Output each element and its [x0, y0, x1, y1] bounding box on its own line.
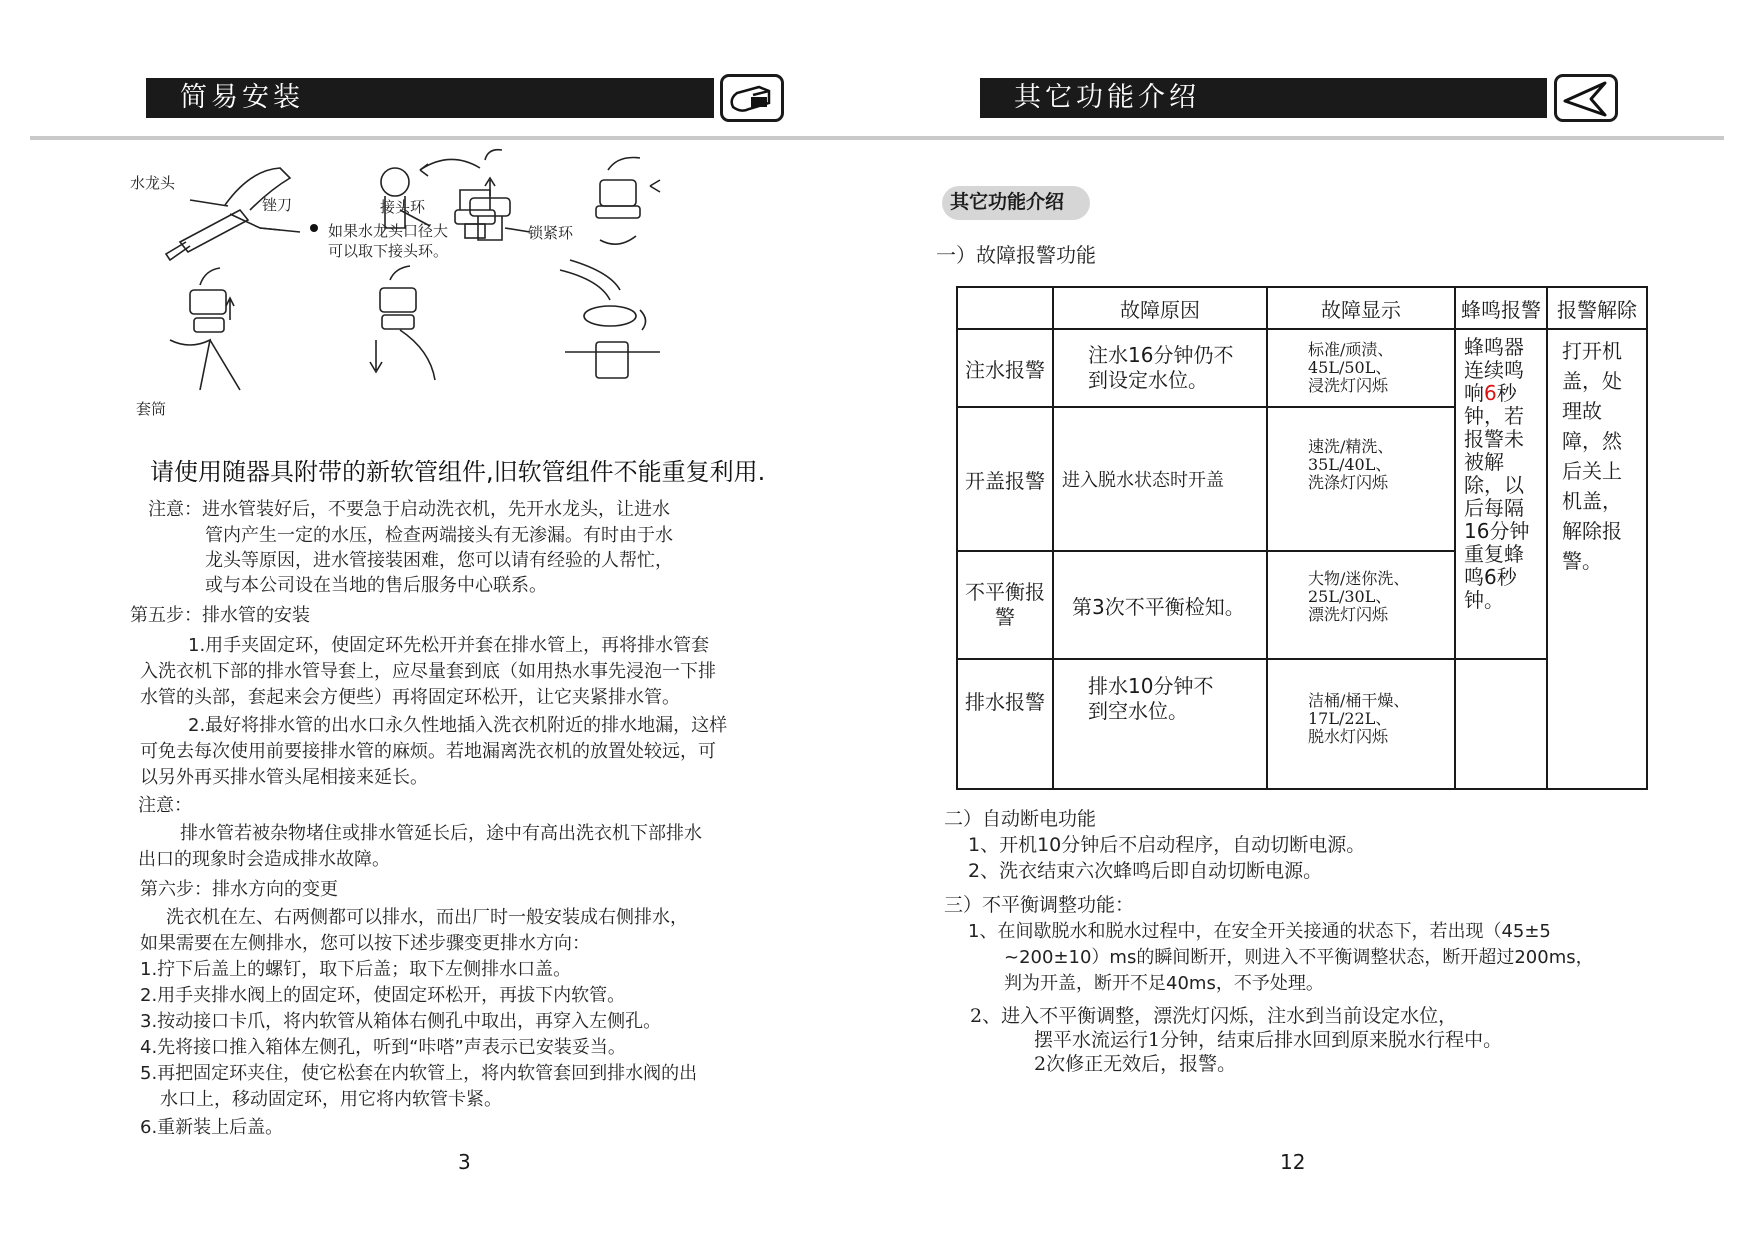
step5-line: 可免去每次使用前要接排水管的麻烦。若地漏离洗衣机的放置处较远，可 — [140, 741, 716, 762]
step6-line: 5.再把固定环夹住，使它松套在内软管上，将内软管套回到排水阀的出 — [140, 1063, 698, 1084]
step6-title: 第六步：排水方向的变更 — [140, 879, 338, 900]
note-line: 或与本公司设在当地的售后服务中心联系。 — [205, 575, 547, 596]
fault-type: 注水报警 — [957, 329, 1053, 407]
fault-cause — [1053, 551, 1267, 659]
table-row — [957, 329, 1647, 407]
step6-line: 洗衣机在左、右两侧都可以排水，而出厂时一般安装成右侧排水， — [166, 907, 688, 928]
step5-line: 水管的头部，套起来会方便些）再将固定环松开，让它夹紧排水管。 — [140, 687, 680, 708]
sec3-line: 2、进入不平衡调整，漂洗灯闪烁，注水到当前设定水位， — [970, 1005, 1458, 1027]
fault-type-text: 不平衡报警 — [965, 580, 1045, 629]
left-header-title: 简易安装 — [180, 82, 304, 113]
label-sleeve: 套筒 — [136, 400, 167, 418]
install-icon — [720, 74, 784, 122]
left-page-number: 3 — [458, 1150, 471, 1174]
note-line: 注意：进水管装好后，不要急于启动洗衣机，先开水龙头，让进水 — [148, 499, 670, 520]
section-badge-text: 其它功能介绍 — [950, 191, 1065, 213]
label-faucet: 水龙头 — [130, 174, 176, 192]
step6-line: 1.拧下后盖上的螺钉，取下后盖；取下左侧排水口盖。 — [140, 959, 572, 980]
display-line: 速洗/精洗、 — [1308, 437, 1394, 456]
arrow-icon — [1554, 74, 1618, 122]
display-line: 17L/22L、 — [1308, 709, 1392, 728]
sec2-item: 2、洗衣结束六次蜂鸣后即自动切断电源。 — [968, 860, 1323, 882]
step6-line: 6.重新装上后盖。 — [140, 1117, 284, 1138]
sec3-line: 摆平水流运行1分钟，结束后排水回到原来脱水行程中。 — [1034, 1029, 1503, 1051]
label-lock-ring: 锁紧环 — [528, 224, 574, 242]
step5-line: 1.用手夹固定环，使固定环先松开并套在排水管上，再将排水管套 — [188, 635, 710, 656]
display-line: 浸洗灯闪烁 — [1308, 376, 1389, 395]
sec2-title: 二）自动断电功能 — [944, 808, 1097, 830]
display-line: 标准/顽渍、 — [1308, 340, 1394, 359]
note2-title: 注意： — [138, 795, 192, 816]
fault-cause — [1053, 329, 1267, 407]
beep-empty-cell — [1455, 659, 1547, 789]
table-header-row — [957, 287, 1647, 329]
fault-type: 开盖报警 — [957, 407, 1053, 551]
table-row — [957, 659, 1647, 789]
table-header-cell: 故障显示 — [1267, 287, 1455, 329]
fault-type: 排水报警 — [957, 659, 1053, 789]
sec3-title: 三）不平衡调整功能： — [944, 894, 1135, 916]
fault-cause: 进入脱水状态时开盖 — [1053, 407, 1267, 551]
display-line: 25L/30L、 — [1308, 587, 1392, 606]
step6-line: 3.按动接口卡爪，将内软管从箱体右侧孔中取出，再穿入左侧孔。 — [140, 1011, 662, 1032]
beep-text-after: 秒钟，若报警未被解除，以后每隔16分钟重复蜂鸣6秒钟。 — [1464, 381, 1530, 612]
step5-line: 以另外再买排水管头尾相接来延长。 — [140, 767, 428, 788]
display-line: 洁桶/桶干燥、 — [1308, 691, 1410, 710]
fault-cause-text: 排水10分钟不到空水位。 — [1088, 674, 1214, 723]
label-joint-ring: 接头环 — [380, 198, 426, 216]
top-divider — [30, 136, 1724, 140]
fault-type — [957, 551, 1053, 659]
sec3-line: 判为开盖，断开不足40ms，不予处理。 — [1004, 973, 1324, 994]
table-header-cell: 故障原因 — [1053, 287, 1267, 329]
display-line: 35L/40L、 — [1308, 455, 1392, 474]
section-badge — [942, 186, 1090, 220]
alarm-release-text: 打开机盖，处理故障，然后关上机盖，解除报警。 — [1562, 339, 1622, 573]
fault-alarm-table — [956, 286, 1648, 790]
beep-alarm-text — [1456, 330, 1540, 612]
sec1-title: 一）故障报警功能 — [936, 243, 1096, 267]
beep-number: 6 — [1484, 381, 1497, 405]
sec3-line: 2次修正无效后，报警。 — [1034, 1053, 1237, 1075]
right-header-title: 其它功能介绍 — [1014, 82, 1200, 113]
sec2-item: 1、开机10分钟后不启动程序，自动切断电源。 — [968, 834, 1366, 856]
alarm-release-cell — [1547, 329, 1647, 789]
left-header-bar — [146, 78, 714, 118]
display-line: 脱水灯闪烁 — [1308, 727, 1389, 746]
step6-line: 如果需要在左侧排水，您可以按下述步骤变更排水方向： — [140, 933, 590, 954]
beep-text-before: 蜂鸣器连续鸣响 — [1464, 335, 1524, 405]
label-note-line2: 可以取下接头环。 — [328, 242, 449, 260]
right-header-bar — [980, 78, 1547, 118]
step5-title: 第五步：排水管的安装 — [130, 605, 310, 626]
fault-display — [1267, 329, 1455, 407]
fault-display — [1267, 407, 1455, 551]
label-file-tool: 锉刀 — [262, 196, 293, 214]
sec3-line: ~200±10）ms的瞬间断开，则进入不平衡调整状态，断开超过200ms， — [1004, 947, 1594, 968]
step5-line: 入洗衣机下部的排水管导套上，应尽量套到底（如用热水事先浸泡一下排 — [140, 661, 716, 682]
display-line: 漂洗灯闪烁 — [1308, 605, 1389, 624]
beep-alarm-cell — [1455, 329, 1547, 659]
table-header-cell: 报警解除 — [1547, 287, 1647, 329]
right-page-number: 12 — [1280, 1150, 1306, 1174]
step5-line: 2.最好将排水管的出水口永久性地插入洗衣机附近的排水地漏，这样 — [188, 715, 728, 736]
fault-cause-text: 注水16分钟仍不到设定水位。 — [1088, 343, 1234, 392]
step6-line: 4.先将接口推入箱体左侧孔，听到“咔嗒”声表示已安装妥当。 — [140, 1037, 626, 1058]
display-line: 大物/迷你洗、 — [1308, 569, 1410, 588]
install-diagram — [130, 150, 750, 435]
note2-line: 排水管若被杂物堵住或排水管延长后，途中有高出洗衣机下部排水 — [180, 823, 702, 844]
sec3-line: 1、在间歇脱水和脱水过程中，在安全开关接通的状态下，若出现（45±5 — [968, 921, 1551, 942]
step6-line: 水口上，移动固定环，用它将内软管卡紧。 — [160, 1089, 502, 1110]
label-note-line1: 如果水龙头口径大 — [328, 222, 449, 240]
display-line: 45L/50L、 — [1308, 358, 1392, 377]
fault-cause-text: 第3次不平衡检知。 — [1072, 594, 1245, 619]
table-header-cell — [957, 287, 1053, 329]
fault-display — [1267, 551, 1455, 659]
note2-line: 出口的现象时会造成排水故障。 — [138, 849, 390, 870]
fault-display — [1267, 659, 1455, 789]
note-line: 管内产生一定的水压，检查两端接头有无渗漏。有时由于水 — [205, 525, 673, 546]
display-line: 洗涤灯闪烁 — [1308, 473, 1389, 492]
note-line: 龙头等原因，进水管接装困难，您可以请有经验的人帮忙， — [205, 550, 673, 571]
table-header-cell: 蜂鸣报警 — [1455, 287, 1547, 329]
step6-line: 2.用手夹排水阀上的固定环，使固定环松开，再拔下内软管。 — [140, 985, 626, 1006]
fault-cause — [1053, 659, 1267, 789]
hose-headline: 请使用随器具附带的新软管组件,旧软管组件不能重复利用. — [150, 458, 766, 486]
